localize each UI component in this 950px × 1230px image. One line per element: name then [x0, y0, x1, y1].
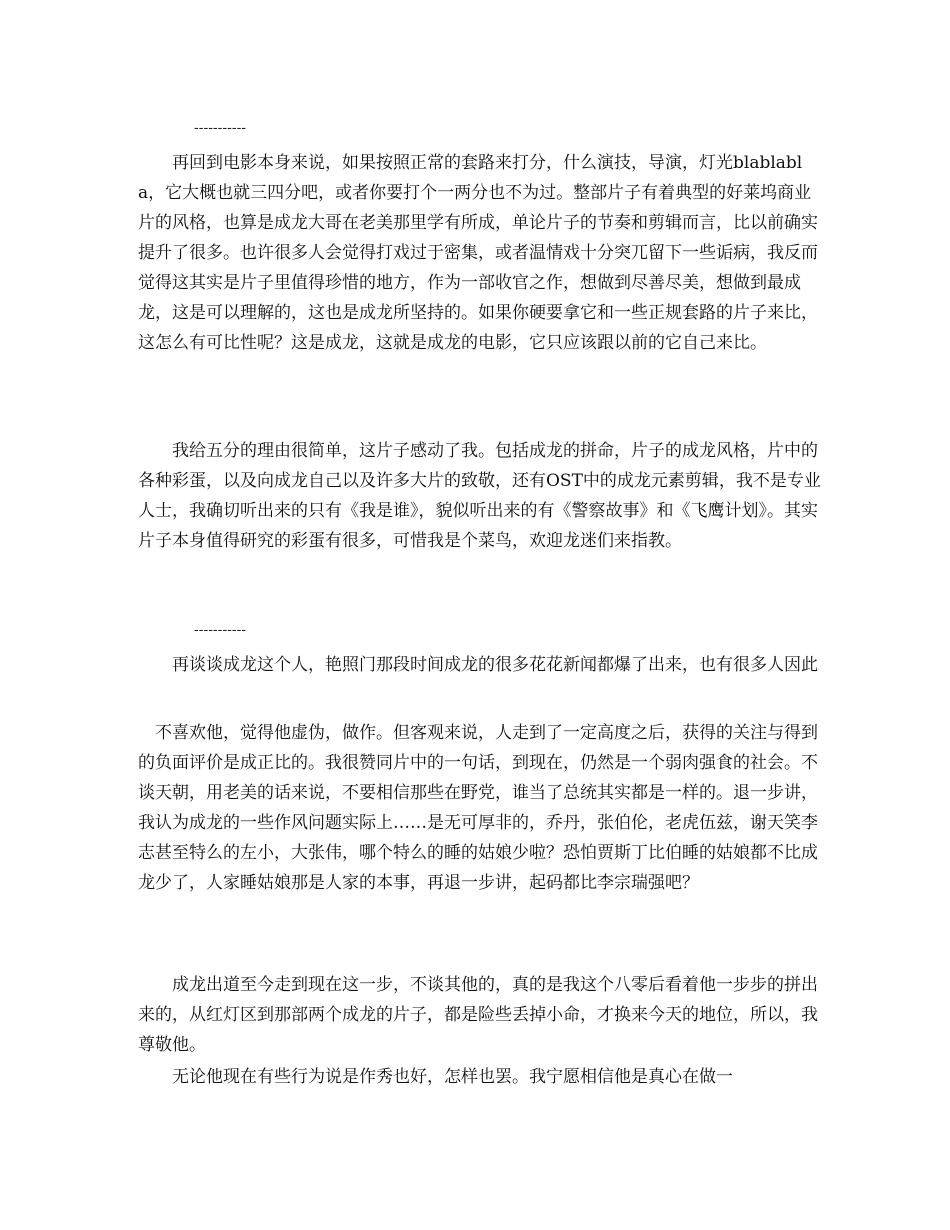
paragraph-about-jackie-chan: 再谈谈成龙这个人，艳照门那段时间成龙的很多花花新闻都爆了出来，也有很多人因此: [138, 655, 818, 675]
paragraph-five-stars-reason: 我给五分的理由很简单，这片子感动了我。包括成龙的拼命，片子的成龙风格，片中的各种彩蛋，以及向成龙自己以及许多大片的致敬，还有OST中的成龙元素剪辑，我不是专业人士，我确切听出来的只有《我是谁》，貌似听出来的有《警察故事》和《飞鹰计划》。其实片子本身值得研究的彩蛋有很多，可惜我是个菜鸟，欢迎龙迷们来指教。: [138, 441, 821, 551]
section-divider: -----------: [194, 622, 247, 638]
paragraph-criticism-response: 不喜欢他，觉得他虚伪，做作。但客观来说，人走到了一定高度之后，获得的关注与得到的负面评价是成正比的。我很赞同片中的一句话，到现在，仍然是一个弱肉强食的社会。不谈天朝，用老美的话来说，不要相信那些在野党，谁当了总统其实都是一样的。退一步讲，我认为成龙的一些作风问题实际上……是无可厚非的，乔丹，张伯伦，老虎伍兹，谢天笑李志甚至特么的左小，大张伟，哪个特么的睡的姑娘少啦？恐怕贾斯丁比伯睡的姑娘都不比成龙少了，人家睡姑娘那是人家的本事，再退一步讲，起码都比李宗瑞强吧？: [138, 723, 818, 893]
paragraph-film-review: 再回到电影本身来说，如果按照正常的套路来打分，什么演技，导演，灯光blablabla，它大概也就三四分吧，或者你要打个一两分也不为过。整部片子有着典型的好莱坞商业片的风格，也算是成龙大哥在老美那里学有所成，单论片子的节奏和剪辑而言，比以前确实提升了很多。也许很多人会觉得打戏过于密集，或者温情戏十分突兀留下一些诟病，我反而觉得这其实是片子里值得珍惜的地方，作为一部收官之作，想做到尽善尽美，想做到最成龙，这是可以理解的，这也是成龙所坚持的。如果你硬要拿它和一些正规套路的片子来比，这怎么有可比性呢？这是成龙，这就是成龙的电影，它只应该跟以前的它自己来比。: [138, 153, 818, 353]
section-divider: -----------: [194, 120, 247, 136]
paragraph-closing: 无论他现在有些行为说是作秀也好，怎样也罢。我宁愿相信他是真心在做一: [138, 1067, 733, 1087]
paragraph-career-respect: 成龙出道至今走到现在这一步，不谈其他的，真的是我这个八零后看着他一步步的拼出来的，从红灯区到那部两个成龙的片子，都是险些丢掉小命，才换来今天的地位，所以，我尊敬他。: [138, 975, 818, 1055]
